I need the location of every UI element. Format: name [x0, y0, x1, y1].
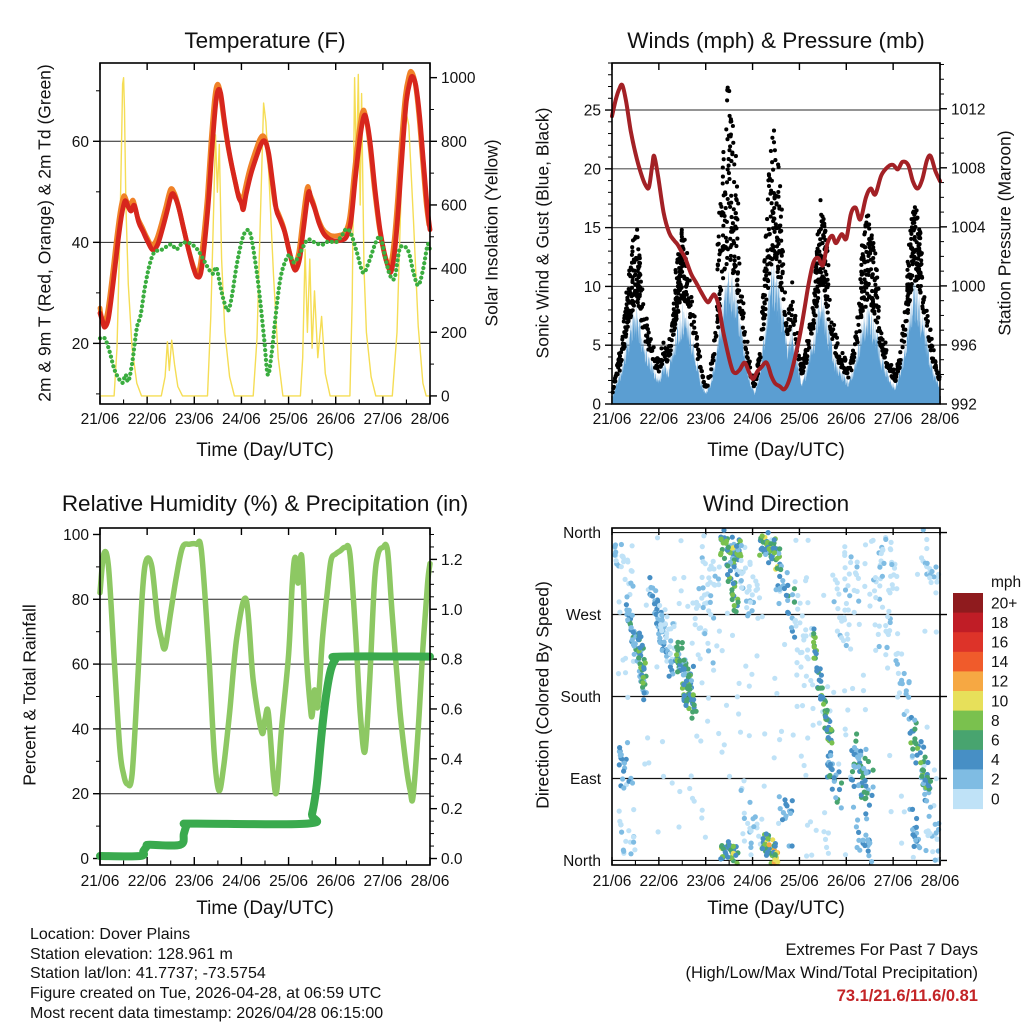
svg-text:12: 12 — [991, 673, 1009, 691]
x-axis-label-p1: Time (Day/UTC) — [196, 440, 334, 461]
y-axis-label-solar-right: Solar Insolation (Yellow) — [481, 139, 502, 327]
panel-title-winds-pressure: Winds (mph) & Pressure (mb) — [627, 28, 925, 53]
svg-text:0.4: 0.4 — [441, 751, 463, 769]
svg-text:15: 15 — [583, 220, 601, 238]
svg-text:North: North — [563, 852, 601, 870]
svg-text:North: North — [563, 525, 601, 543]
svg-text:25: 25 — [583, 102, 601, 120]
station-latlon: Station lat/lon: 41.7737; -73.5754 — [30, 965, 266, 983]
svg-text:25/06: 25/06 — [780, 873, 819, 890]
svg-text:25/06: 25/06 — [269, 873, 308, 890]
svg-text:26/06: 26/06 — [316, 873, 356, 890]
svg-text:14: 14 — [991, 654, 1009, 672]
svg-text:600: 600 — [441, 197, 467, 215]
most-recent-data-timestamp: Most recent data timestamp: 2026/04/28 06:15:00 — [30, 1004, 384, 1022]
svg-text:21/06: 21/06 — [80, 873, 120, 890]
svg-text:4: 4 — [991, 752, 1000, 770]
svg-text:28/06: 28/06 — [920, 411, 960, 428]
svg-text:1004: 1004 — [951, 219, 986, 237]
y-axis-label-percent-rain-left: Percent & Total Rainfall — [19, 604, 40, 786]
svg-text:24/06: 24/06 — [733, 411, 772, 428]
x-axis-label-p3: Time (Day/UTC) — [196, 898, 334, 919]
svg-text:2: 2 — [991, 771, 1000, 789]
svg-text:23/06: 23/06 — [174, 411, 214, 428]
svg-text:100: 100 — [63, 526, 89, 544]
station-info-block — [30, 925, 383, 1024]
svg-text:East: East — [569, 770, 601, 788]
svg-text:1000: 1000 — [441, 70, 476, 88]
svg-text:16: 16 — [991, 634, 1009, 652]
svg-text:40: 40 — [71, 721, 89, 739]
svg-text:8: 8 — [991, 712, 1000, 730]
svg-text:21/06: 21/06 — [592, 873, 632, 890]
svg-text:26/06: 26/06 — [316, 411, 356, 428]
svg-text:22/06: 22/06 — [127, 873, 167, 890]
svg-text:60: 60 — [71, 656, 89, 674]
svg-text:0.0: 0.0 — [441, 851, 463, 869]
svg-text:0.8: 0.8 — [441, 651, 463, 669]
svg-text:27/06: 27/06 — [873, 411, 913, 428]
x-axis-label-p4: Time (Day/UTC) — [707, 898, 845, 919]
svg-text:28/06: 28/06 — [410, 873, 450, 890]
svg-text:26/06: 26/06 — [826, 411, 866, 428]
svg-text:1.2: 1.2 — [441, 551, 463, 569]
svg-text:24/06: 24/06 — [222, 873, 261, 890]
svg-text:27/06: 27/06 — [873, 873, 913, 890]
svg-text:28/06: 28/06 — [410, 411, 450, 428]
svg-text:5: 5 — [592, 337, 601, 355]
svg-text:22/06: 22/06 — [639, 873, 679, 890]
svg-text:800: 800 — [441, 133, 467, 151]
extremes-subtitle: (High/Low/Max Wind/Total Precipitation) — [685, 964, 978, 982]
svg-text:996: 996 — [951, 337, 977, 355]
svg-text:26/06: 26/06 — [826, 873, 866, 890]
y-axis-label-pressure-right: Station Pressure (Maroon) — [994, 130, 1015, 336]
station-location: Location: Dover Plains — [30, 926, 191, 943]
svg-text:South: South — [560, 689, 601, 706]
svg-text:60: 60 — [71, 133, 89, 151]
x-axis-label-p2: Time (Day/UTC) — [707, 440, 845, 461]
svg-text:23/06: 23/06 — [174, 873, 214, 890]
svg-text:25/06: 25/06 — [269, 411, 308, 428]
svg-text:0: 0 — [991, 791, 1000, 809]
svg-text:400: 400 — [441, 261, 467, 279]
svg-text:200: 200 — [441, 324, 467, 342]
svg-text:80: 80 — [71, 591, 89, 609]
extremes-values: 73.1/21.6/11.6/0.81 — [836, 987, 978, 1005]
svg-text:24/06: 24/06 — [733, 873, 772, 890]
y-axis-label-wind-left: Sonic Wind & Gust (Blue, Black) — [532, 107, 553, 359]
svg-text:40: 40 — [71, 234, 89, 252]
extremes-title: Extremes For Past 7 Days — [785, 941, 978, 959]
svg-text:20+: 20+ — [991, 595, 1018, 613]
svg-text:1012: 1012 — [951, 101, 986, 119]
svg-text:28/06: 28/06 — [920, 873, 960, 890]
svg-text:20: 20 — [583, 161, 601, 179]
svg-text:6: 6 — [991, 732, 1000, 750]
svg-text:22/06: 22/06 — [127, 411, 167, 428]
svg-text:0: 0 — [441, 388, 450, 406]
svg-text:1.0: 1.0 — [441, 601, 463, 619]
svg-text:27/06: 27/06 — [363, 873, 403, 890]
svg-text:992: 992 — [951, 396, 977, 414]
figure-created-timestamp: Figure created on Tue, 2026-04-28, at 06:59 UTC — [30, 985, 382, 1003]
svg-text:25/06: 25/06 — [780, 411, 819, 428]
svg-text:0.6: 0.6 — [441, 701, 463, 719]
svg-text:0: 0 — [592, 396, 601, 414]
svg-text:20: 20 — [71, 335, 89, 353]
svg-text:0: 0 — [80, 851, 89, 869]
svg-text:23/06: 23/06 — [686, 411, 726, 428]
station-elevation: Station elevation: 128.961 m — [30, 945, 233, 963]
panel-title-wind-direction: Wind Direction — [702, 491, 850, 516]
svg-text:10: 10 — [583, 278, 601, 296]
svg-text:0.2: 0.2 — [441, 801, 463, 819]
svg-text:22/06: 22/06 — [639, 411, 679, 428]
svg-text:21/06: 21/06 — [80, 411, 120, 428]
y-axis-label-temp-left: 2m & 9m T (Red, Orange) & 2m Td (Green) — [34, 64, 55, 402]
svg-text:20: 20 — [71, 786, 89, 804]
svg-text:West: West — [565, 607, 601, 625]
panel-title-temperature: Temperature (F) — [184, 28, 346, 53]
colorbar-units-label: mph — [991, 574, 1022, 591]
y-axis-label-direction-left: Direction (Colored By Speed) — [532, 581, 553, 809]
extremes-block — [598, 939, 978, 1008]
svg-text:24/06: 24/06 — [222, 411, 261, 428]
svg-text:23/06: 23/06 — [686, 873, 726, 890]
svg-text:10: 10 — [991, 693, 1009, 711]
svg-text:18: 18 — [991, 614, 1009, 632]
svg-text:1000: 1000 — [951, 278, 986, 296]
svg-text:27/06: 27/06 — [363, 411, 403, 428]
svg-text:21/06: 21/06 — [592, 411, 632, 428]
panel-title-humidity-precip: Relative Humidity (%) & Precipitation (in) — [61, 491, 469, 516]
svg-text:1008: 1008 — [951, 160, 986, 178]
